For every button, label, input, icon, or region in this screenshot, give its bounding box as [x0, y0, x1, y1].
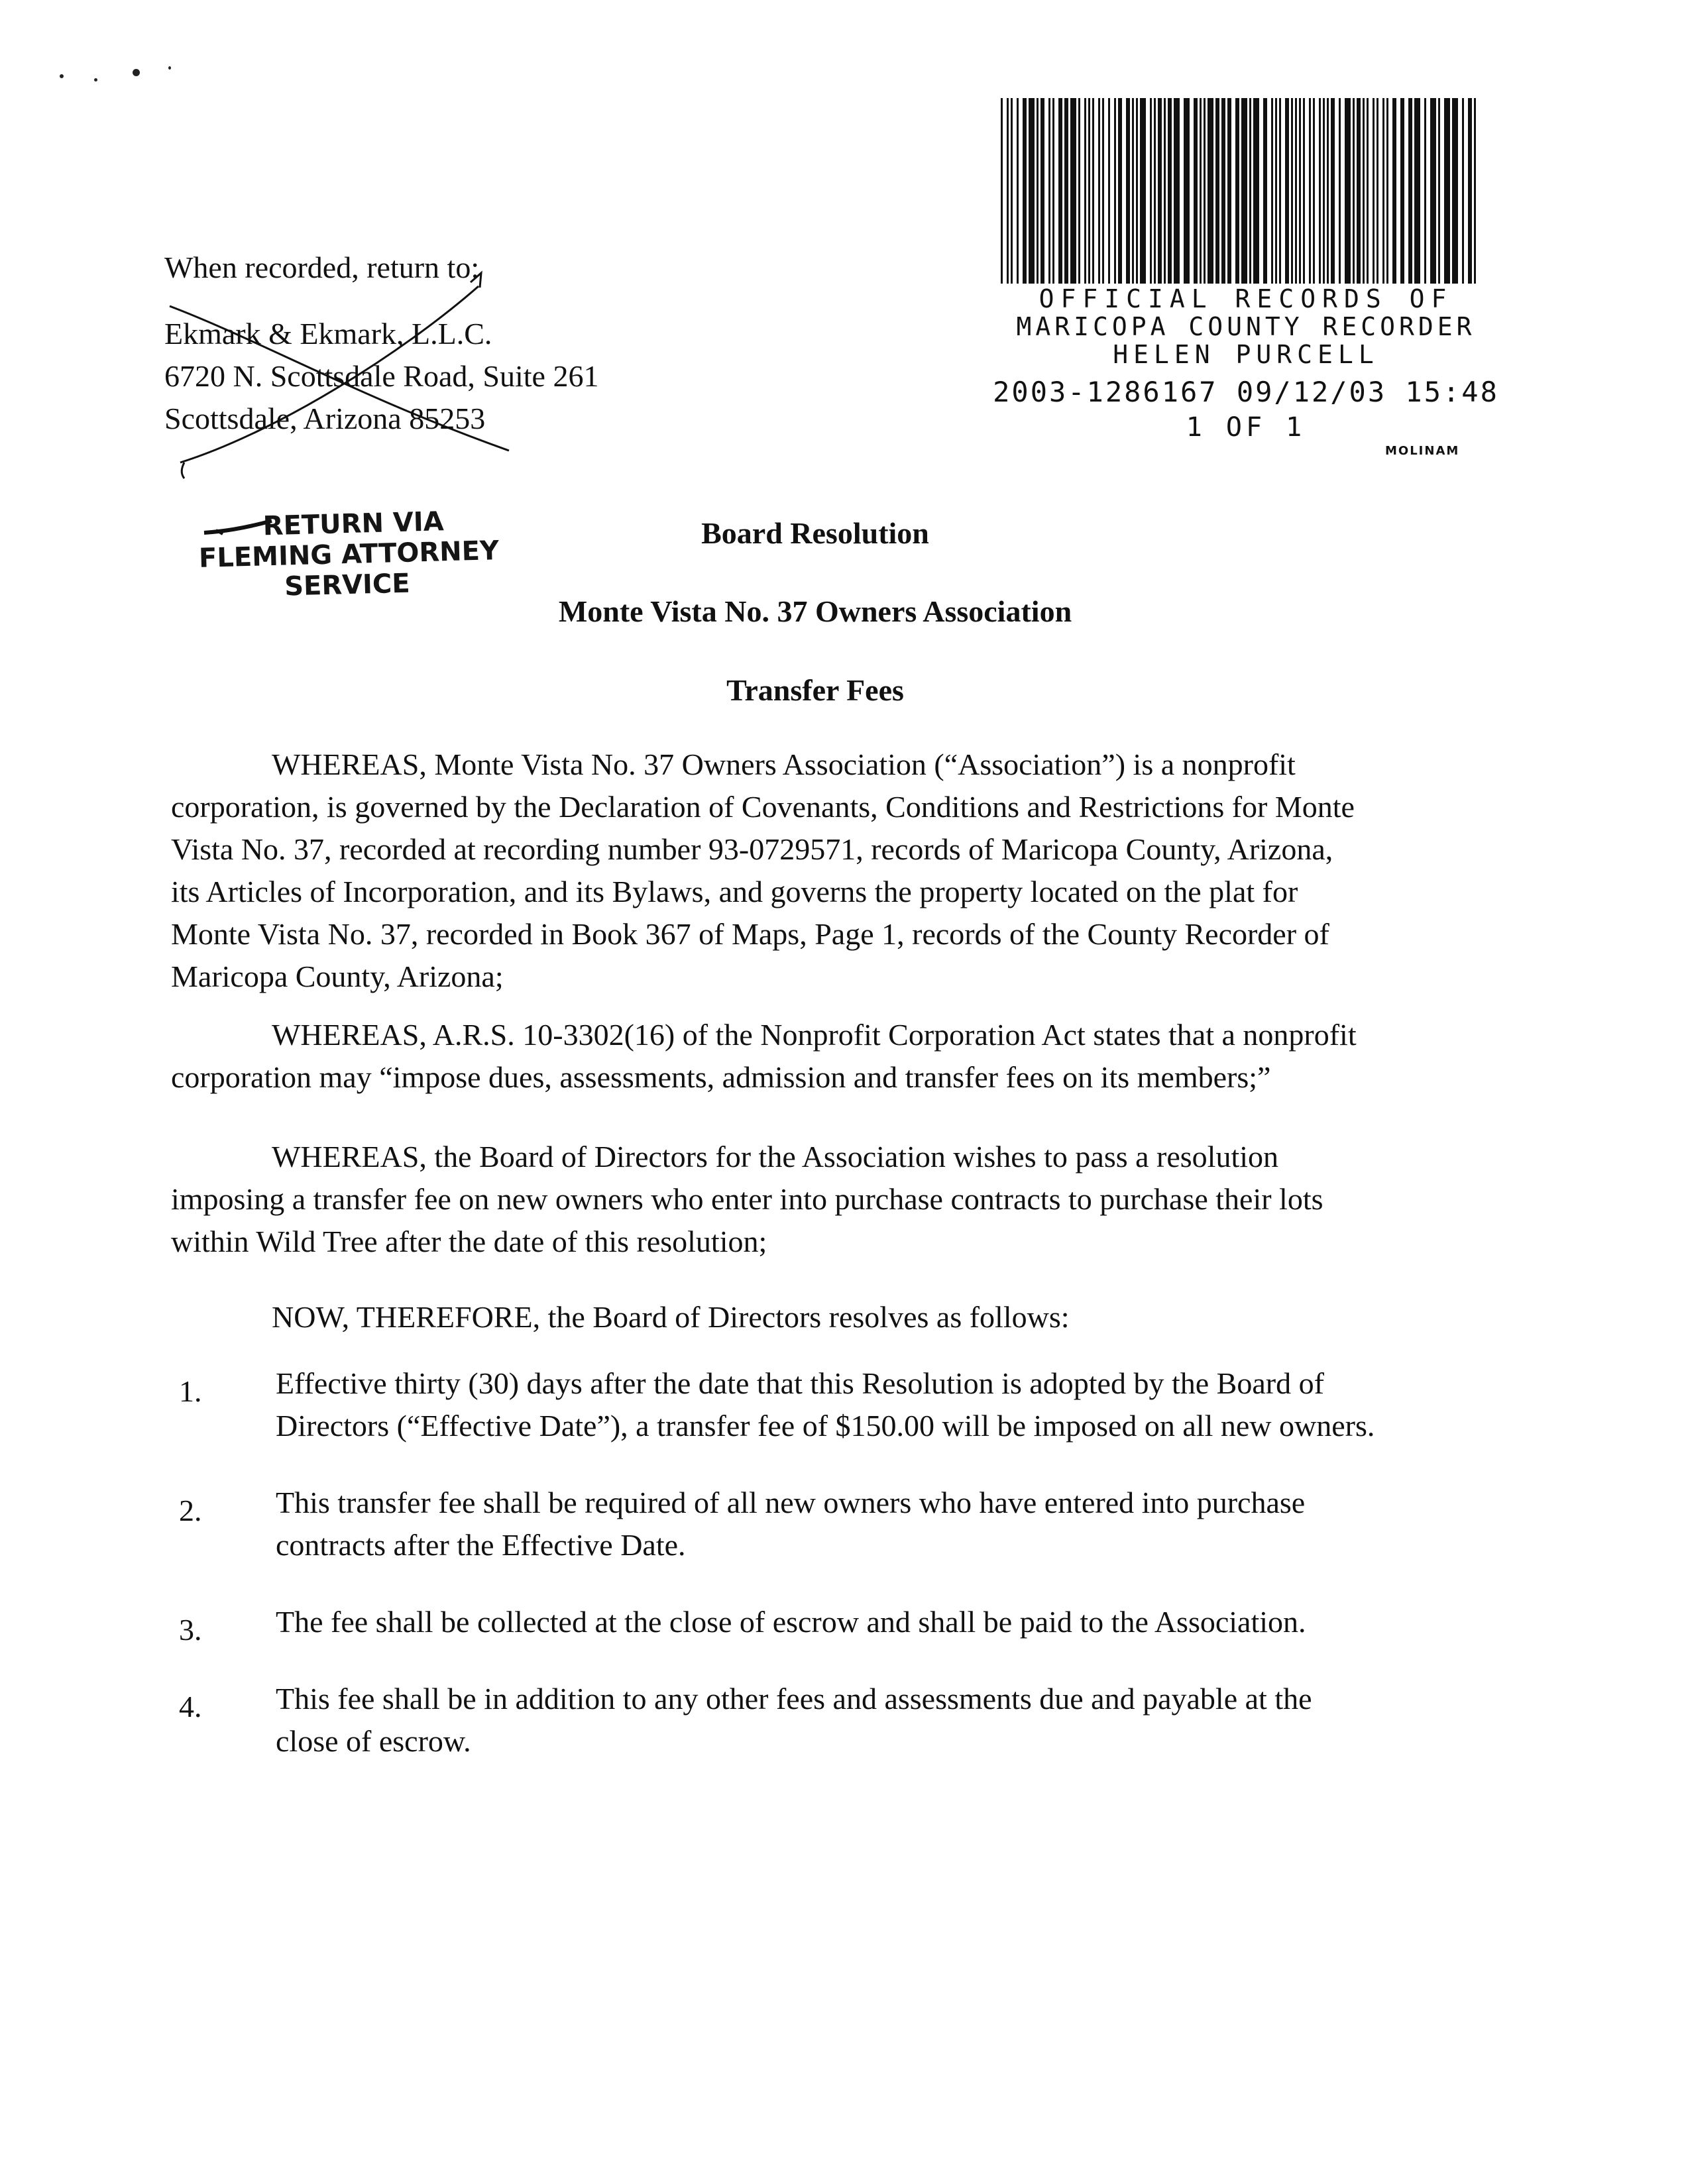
stamp-line-2: FLEMING ATTORNEY [198, 535, 500, 574]
paragraph-line: its Articles of Incorporation, and its Bylaws, and governs the property located on the plat for [171, 875, 1298, 908]
barcode-bar [1108, 98, 1110, 284]
scan-speck [60, 74, 64, 78]
barcode-bar [1174, 98, 1180, 284]
barcode-bar [1382, 98, 1384, 284]
item-number: 3. [179, 1613, 202, 1647]
item-line: Effective thirty (30) days after the date that this Resolution is adopted by the Board of [276, 1366, 1324, 1400]
barcode-bar [1363, 98, 1365, 284]
document-title: Board Resolution [701, 516, 929, 550]
stamp-line-1: RETURN VIA [262, 506, 445, 542]
barcode-bar [1327, 98, 1329, 284]
barcode-bar [1438, 98, 1440, 284]
return-to-block [164, 246, 599, 435]
barcode-bar [1235, 98, 1239, 284]
recorder-stamp [981, 285, 1511, 444]
scan-speck [94, 78, 97, 82]
barcode-bar [1154, 98, 1156, 284]
barcode-bar [1271, 98, 1273, 284]
paragraph-line: WHEREAS, A.R.S. 10-3302(16) of the Nonprofit Corporation Act states that a nonprofit [272, 1018, 1357, 1052]
barcode-bar [1052, 98, 1054, 284]
resolution-intro [171, 1296, 1477, 1338]
barcode-bar [1452, 98, 1458, 284]
barcode-bar [1319, 98, 1321, 284]
barcode-bar [1313, 98, 1315, 284]
barcode-bar [1204, 98, 1206, 284]
item-line: Directors (“Effective Date”), a transfer fee of $150.00 will be imposed on all new owners. [276, 1409, 1375, 1443]
barcode-bar [1221, 98, 1225, 284]
barcode-bar [1088, 98, 1090, 284]
barcode-bar [1291, 98, 1293, 284]
barcode-bar [1070, 98, 1076, 284]
barcode-bar [1200, 98, 1202, 284]
barcode-bar [1168, 98, 1172, 284]
item-line: contracts after the Effective Date. [276, 1528, 686, 1562]
barcode-bar [1011, 98, 1013, 284]
barcode-bar [1474, 98, 1476, 284]
item-text [276, 1678, 1312, 1763]
recital-paragraph-1 [171, 743, 1477, 998]
barcode-bar [1048, 98, 1050, 284]
page-count: 1 OF 1 [1186, 412, 1306, 443]
barcode-bar [1367, 98, 1369, 284]
recording-number: 2003-1286167 09/12/03 15:48 [993, 376, 1499, 408]
paragraph-line: Monte Vista No. 37, recorded in Book 367 of Maps, Page 1, records of the County Recorder of [171, 917, 1329, 951]
recital-paragraph-3 [171, 1136, 1477, 1263]
barcode-bar [1345, 98, 1351, 284]
barcode-bar [1424, 98, 1426, 284]
barcode-bar [1023, 98, 1027, 284]
barcode-bar [1462, 98, 1464, 284]
barcode-bar [1158, 98, 1162, 284]
recital-paragraph-2 [171, 1014, 1477, 1099]
barcode-bar [1241, 98, 1247, 284]
barcode-bar [1040, 98, 1044, 284]
barcode-bar [1118, 98, 1122, 284]
barcode-bar [1078, 98, 1080, 284]
scan-speck [133, 69, 140, 76]
barcode-bar [1126, 98, 1130, 284]
barcode-bar [1249, 98, 1251, 284]
return-address [164, 313, 668, 440]
item-number: 2. [179, 1494, 202, 1527]
paragraph-line: WHEREAS, Monte Vista No. 37 Owners Association (“Association”) is a nonprofit [272, 747, 1296, 781]
item-text [276, 1482, 1305, 1566]
item-number: 1. [179, 1374, 202, 1408]
barcode-bar [1392, 98, 1396, 284]
item-line: This transfer fee shall be required of all new owners who have entered into purchase [276, 1486, 1306, 1519]
paragraph-line: imposing a transfer fee on new owners who enter into purchase contracts to purchase their lots [171, 1182, 1323, 1216]
barcode-bar [1414, 98, 1420, 284]
barcode-bar [1208, 98, 1213, 284]
scan-speck [168, 66, 171, 70]
address-street: 6720 N. Scottsdale Road, Suite 261 [164, 359, 599, 393]
barcode-bar [1295, 98, 1297, 284]
clerk-initials: MOLINAM [1385, 444, 1460, 458]
barcode-bar [1114, 98, 1116, 284]
paragraph-line: Maricopa County, Arizona; [171, 959, 504, 993]
barcode-bar [1339, 98, 1341, 284]
barcode-bar [1279, 98, 1281, 284]
barcode-bar [1357, 98, 1361, 284]
barcode-bar [1058, 98, 1062, 284]
return-to-label: When recorded, return to: [164, 250, 480, 284]
item-number: 4. [179, 1690, 202, 1723]
paragraph-line: within Wild Tree after the date of this resolution; [171, 1225, 767, 1258]
item-line: close of escrow. [276, 1724, 471, 1758]
barcode-bar [1029, 98, 1035, 284]
recorder-line-3: HELEN PURCELL [1113, 340, 1379, 369]
item-line: This fee shall be in addition to any other fees and assessments due and payable at the [276, 1682, 1312, 1716]
subject-title: Transfer Fees [726, 673, 904, 707]
recorder-line-1: OFFICIAL RECORDS OF [1039, 284, 1453, 313]
barcode-bar [1084, 98, 1086, 284]
barcode-bar [1017, 98, 1019, 284]
address-city: Scottsdale, Arizona 85253 [164, 402, 486, 435]
barcode-bar [1184, 98, 1190, 284]
barcode-bar [1377, 98, 1378, 284]
barcode-bar [1430, 98, 1436, 284]
barcode-bar [1037, 98, 1039, 284]
paragraph-line: corporation, is governed by the Declaration of Covenants, Conditions and Restrictions for Monte [171, 790, 1355, 824]
barcode-bar [1299, 98, 1301, 284]
barcode-bar [1150, 98, 1152, 284]
barcode-bar [1468, 98, 1472, 284]
barcode-bar [1323, 98, 1325, 284]
barcode-bar [1092, 98, 1094, 284]
barcode-bar [1373, 98, 1375, 284]
barcode-bar [1140, 98, 1146, 284]
item-text [276, 1601, 1306, 1643]
barcode-bar [1400, 98, 1404, 284]
barcode-bar [1331, 98, 1335, 284]
barcode-bar [1285, 98, 1289, 284]
item-text [276, 1362, 1375, 1447]
recorder-line-2: MARICOPA COUNTY RECORDER [1016, 312, 1476, 341]
paragraph-line: NOW, THEREFORE, the Board of Directors resolves as follows: [272, 1300, 1070, 1334]
paragraph-line: Vista No. 37, recorded at recording number 93-0729571, records of Maricopa County, Arizona, [171, 832, 1333, 866]
barcode-bar [1215, 98, 1219, 284]
barcode-bar [1164, 98, 1166, 284]
barcode-bar [1007, 98, 1009, 284]
barcode-bar [1386, 98, 1388, 284]
paragraph-line: corporation may “impose dues, assessments, admission and transfer fees on its members;” [171, 1060, 1271, 1094]
barcode-bar [1353, 98, 1355, 284]
barcode-bar [1102, 98, 1104, 284]
barcode-bar [1263, 98, 1267, 284]
barcode-bar [1064, 98, 1068, 284]
barcode-bar [1132, 98, 1134, 284]
barcode-bar [1136, 98, 1138, 284]
barcode-bar [1227, 98, 1231, 284]
barcode-bar [1303, 98, 1305, 284]
barcode-bar [1098, 98, 1100, 284]
item-line: The fee shall be collected at the close of escrow and shall be paid to the Association. [276, 1605, 1306, 1639]
barcode-bar [1275, 98, 1277, 284]
barcode-graphic [998, 98, 1481, 284]
paragraph-line: WHEREAS, the Board of Directors for the Association wishes to pass a resolution [272, 1140, 1279, 1174]
barcode-bar [1253, 98, 1259, 284]
association-title: Monte Vista No. 37 Owners Association [558, 594, 1072, 628]
barcode-bar [1309, 98, 1311, 284]
address-firm: Ekmark & Ekmark, L.L.C. [164, 317, 492, 351]
barcode-bar [1194, 98, 1198, 284]
barcode-bar [1001, 98, 1003, 284]
stamp-line-3: SERVICE [284, 568, 411, 602]
barcode-bar [1444, 98, 1450, 284]
barcode-bar [1408, 98, 1412, 284]
